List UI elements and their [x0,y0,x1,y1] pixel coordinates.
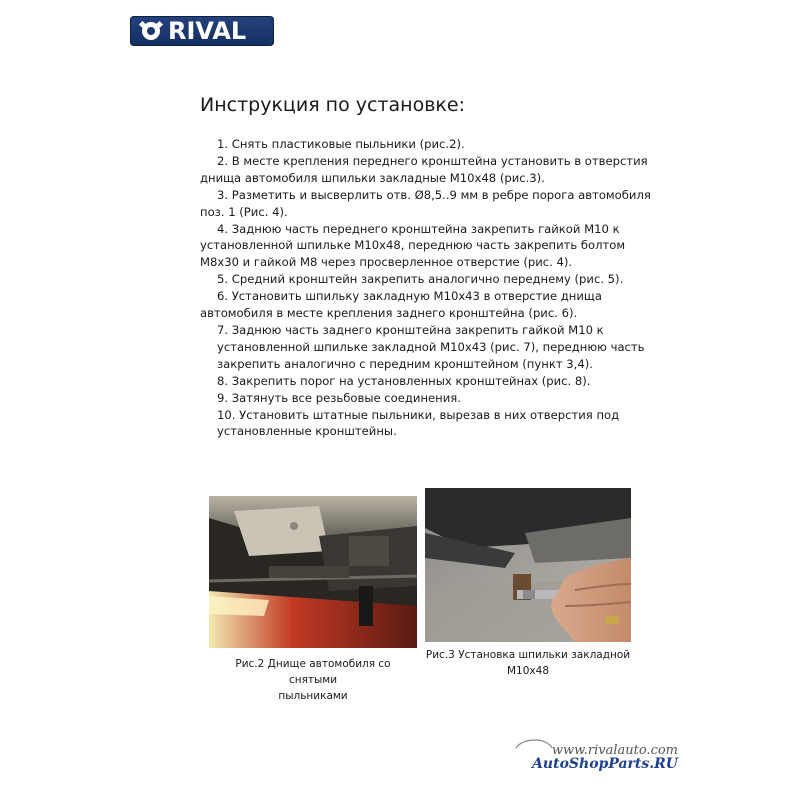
figure-caption [425,647,631,679]
instruction-step [200,390,670,407]
instruction-step [200,322,670,373]
step-line: 8. Закрепить порог на установленных кронштейнах (рис. 8). [217,373,591,388]
brand-name: RIVAL [168,17,247,45]
instruction-list [200,136,670,440]
step-line: 1. Снять пластиковые пыльники (рис.2). [217,137,465,151]
step-line: 2. В месте крепления переднего кронштейна установить в отверстия [217,153,648,168]
page-title: Инструкция по установке: [200,94,465,116]
figure-caption [210,656,416,704]
step-line: М8х30 и гайкой М8 через просверленное отверстие (рис. 4). [200,255,573,270]
caption-line: Рис.3 Установка шпильки закладной [425,649,631,661]
rival-logo [130,16,274,46]
step-line: 6. Установить шпильку закладную М10х43 в отверстие днища [217,289,602,304]
step-line: 3. Разметить и высверлить отв. Ø8,5..9 мм в ребре порога автомобиля [217,187,651,202]
car-silhouette-icon [514,737,554,751]
step-line: 9. Затянуть все резьбовые соединения. [217,390,461,405]
step-line: установленные кронштейны. [217,424,397,439]
caption-line: М10х48 [507,665,549,677]
rival-emblem-icon [136,19,166,43]
instruction-step [200,136,670,153]
instruction-step [200,187,670,221]
photo-stud-installation [425,488,631,642]
instruction-step [200,271,670,288]
instruction-step [200,221,670,272]
step-line: 7. Заднюю часть заднего кронштейна закрепить гайкой М10 к [217,322,604,337]
photo-car-underbody [209,496,417,648]
watermark [532,743,678,772]
step-line: 5. Средний кронштейн закрепить аналогично переднему (рис. 5). [217,272,624,287]
caption-line: пыльниками [278,690,348,702]
step-line: днища автомобиля шпильки закладные М10х48 (рис.3). [200,170,545,185]
step-line: закрепить аналогично с передним кронштейном (пункт 3,4). [217,356,593,371]
step-line: поз. 1 (Рис. 4). [200,204,288,219]
instruction-step [200,407,670,441]
watermark-site: www.rivalauto.com [551,743,678,758]
instruction-step [200,288,670,322]
step-line: автомобиля в месте крепления заднего кронштейна (рис. 6). [200,306,578,321]
instruction-step [200,373,670,390]
step-line: 4. Заднюю часть переднего кронштейна закрепить гайкой М10 к [217,221,620,236]
step-line: установленной шпильке закладной М10х43 (рис. 7), переднюю часть [217,339,645,354]
step-line: установленной шпильке М10х48, переднюю часть закрепить болтом [200,238,626,253]
instruction-step [200,153,670,187]
watermark-shop: AutoShopParts.RU [532,756,678,772]
caption-line: Рис.2 Днище автомобиля со снятыми [235,658,391,686]
step-line: 10. Установить штатные пыльники, вырезав в них отверстия под [217,407,620,422]
